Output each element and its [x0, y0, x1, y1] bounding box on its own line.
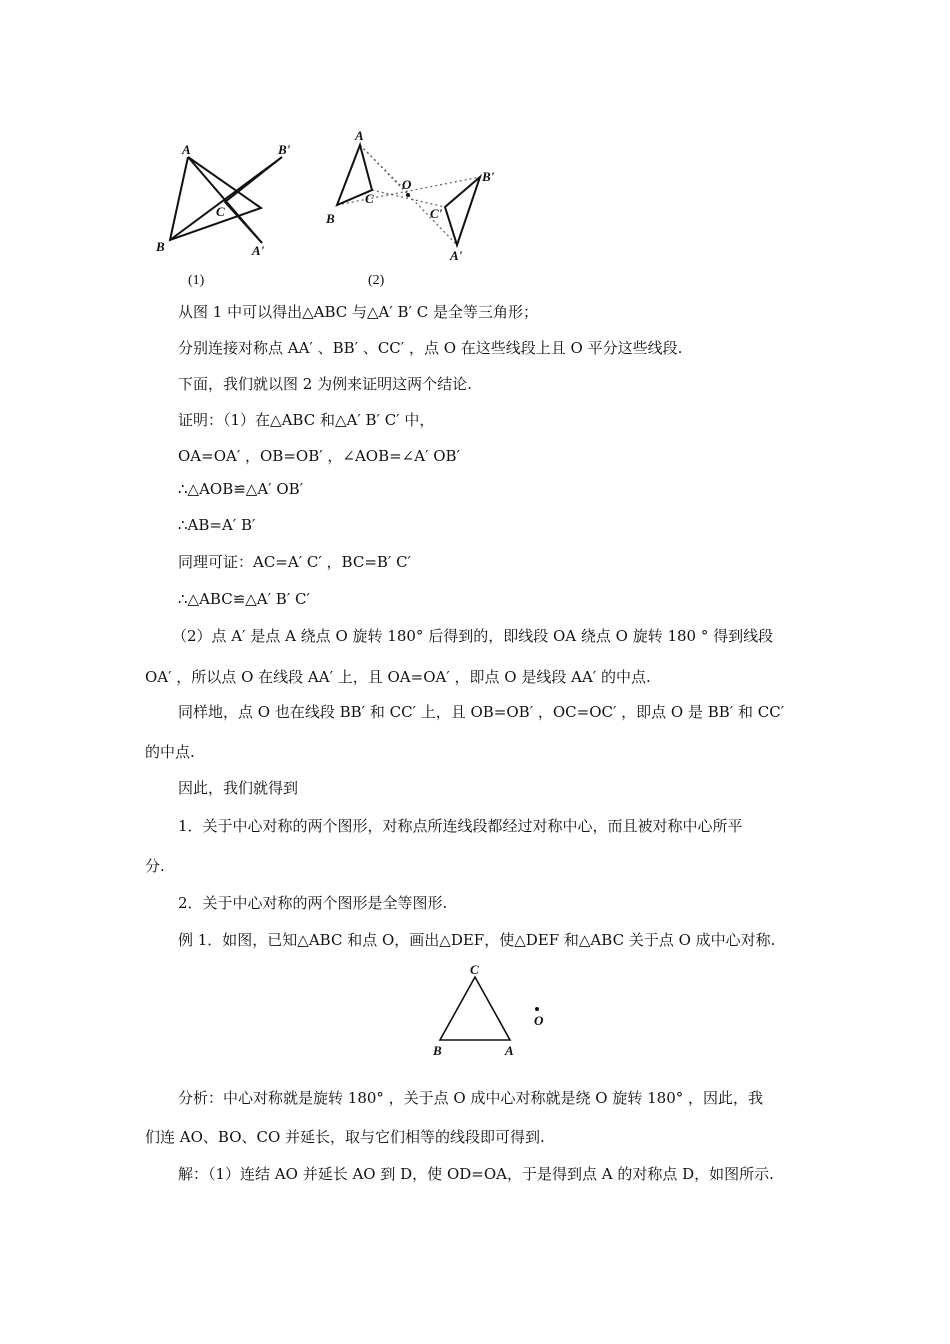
fig2-label-bp: B'	[482, 169, 495, 184]
fig1-label-c: C	[216, 204, 225, 219]
fig3-label-a: A	[505, 1043, 514, 1058]
fig2-label-b: B	[326, 211, 335, 226]
fig1-label-b: B	[156, 239, 165, 254]
text-line: ∴△ABC≌△A′ B′ C′	[178, 590, 310, 608]
text-line: （2）点 A′ 是点 A 绕点 O 旋转 180° 后得到的，即线段 OA 绕点 O 旋转 180 ° 得到线段	[172, 627, 774, 645]
figure-1-rotation	[320, 125, 510, 265]
fig1-label-bp: B'	[278, 142, 291, 157]
fig2-label-c: C	[365, 191, 374, 206]
text-line: 证明：（1）在△ABC 和△A′ B′ C′ 中，	[178, 411, 435, 429]
fig2-triangle-apbpcp	[445, 177, 480, 245]
figure-caption-2: (2)	[368, 273, 385, 288]
text-line: OA′ ，所以点 O 在线段 AA′ 上，且 OA=OA′ ，即点 O 是线段 AA′ 的中点.	[145, 668, 651, 686]
text-line: OA=OA′ ，OB=OB′ ，∠AOB=∠A′ OB′	[178, 447, 460, 465]
triangle-abc	[440, 977, 510, 1040]
fig2-label-ap: A'	[450, 248, 463, 263]
fig3-label-b: B	[433, 1043, 442, 1058]
figure-1-bowtie	[150, 140, 291, 260]
fig3-label-o: O	[534, 1013, 544, 1028]
figure-caption-1: (1)	[188, 273, 205, 288]
text-line: ∴AB=A′ B′	[178, 516, 256, 534]
text-line: 1．关于中心对称的两个图形，对称点所连线段都经过对称中心，而且被对称中心所平	[178, 817, 743, 835]
text-line: 因此，我们就得到	[178, 779, 299, 797]
fig1-triangle-apbp	[225, 157, 282, 243]
text-line: 解：（1）连结 AO 并延长 AO 到 D，使 OD=OA，于是得到点 A 的对称点 D，如图所示.	[178, 1165, 774, 1183]
text-line: 同理可证：AC=A′ C′ ，BC=B′ C′	[178, 553, 411, 571]
text-line: 从图 1 中可以得出△ABC 与△A′ B′ C 是全等三角形；	[178, 303, 538, 321]
text-line: ∴△AOB≌△A′ OB′	[178, 480, 304, 498]
text-line: 的中点.	[145, 743, 195, 761]
text-line: 例 1．如图，已知△ABC 和点 O，画出△DEF，使△DEF 和△ABC 关于点 O 成中心对称.	[178, 931, 776, 949]
text-line: 分析：中心对称就是旋转 180° ，关于点 O 成中心对称就是绕 O 旋转 180° ，因此，我	[178, 1089, 764, 1107]
text-line: 下面，我们就以图 2 为例来证明这两个结论.	[178, 375, 472, 393]
fig2-label-cp: C'	[430, 206, 443, 221]
text-line: 同样地，点 O 也在线段 BB′ 和 CC′ 上，且 OB=OB′ ，OC=OC′ ，即点 O 是 BB′ 和 CC′	[178, 703, 785, 721]
text-line: 分别连接对称点 AA′ 、BB′ 、CC′ ，点 O 在这些线段上且 O 平分这些线段.	[178, 339, 683, 357]
text-line: 们连 AO、BO、CO 并延长，取与它们相等的线段即可得到.	[145, 1128, 545, 1146]
fig1-label-ap: A'	[252, 243, 265, 258]
fig1-label-a: A	[182, 142, 191, 157]
figure-2-triangle	[428, 962, 558, 1062]
fig2-label-o: O	[402, 177, 412, 192]
fig2-label-a: A	[355, 128, 364, 143]
point-o	[535, 1007, 539, 1011]
text-line: 分.	[145, 857, 165, 875]
text-line: 2．关于中心对称的两个图形是全等图形.	[178, 894, 448, 912]
fig3-label-c: C	[470, 962, 479, 977]
